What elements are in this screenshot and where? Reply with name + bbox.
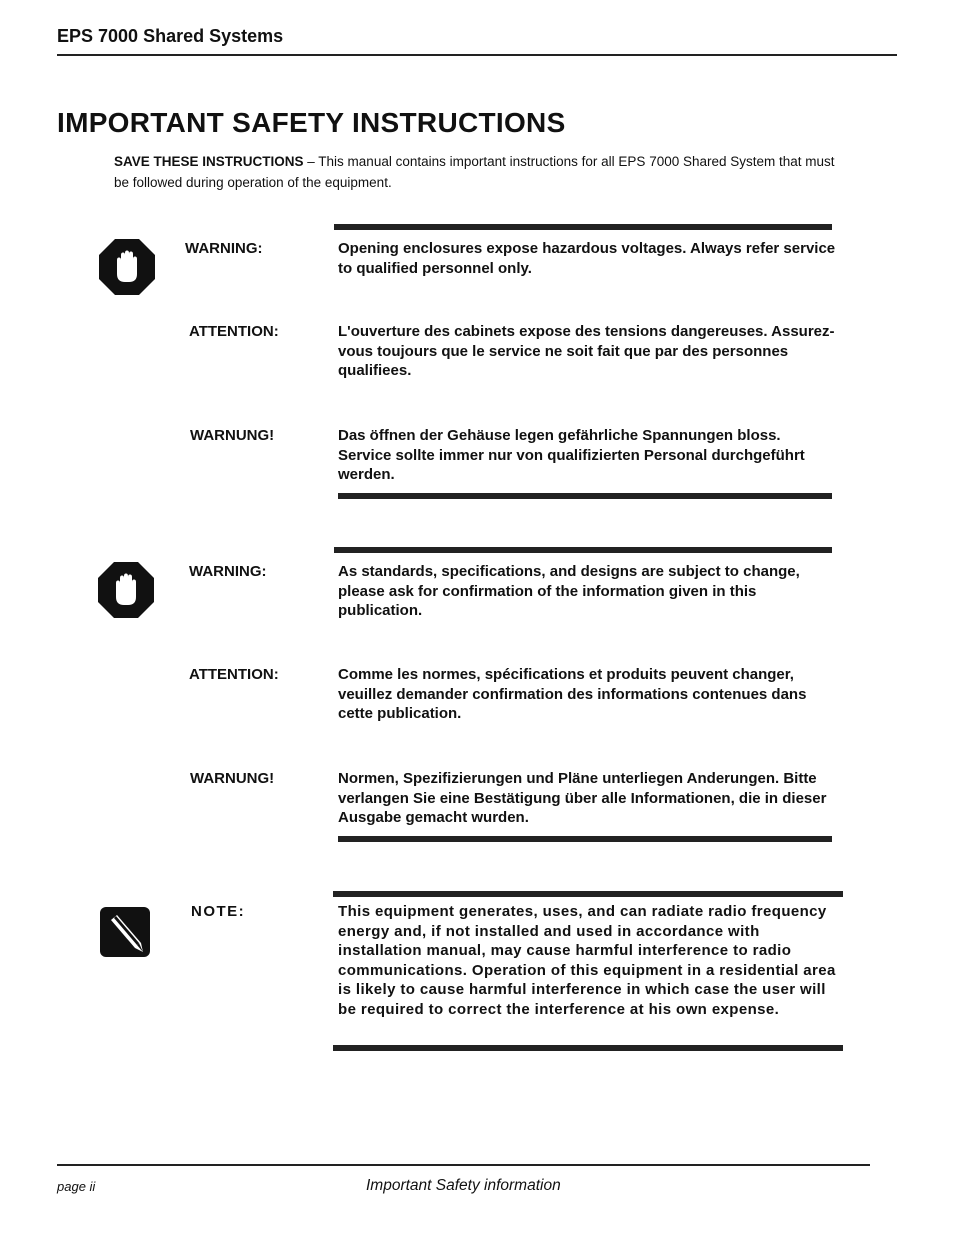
block2-attention-text: Comme les normes, spécifications et produits peuvent changer, veuillez demander confirmation des informations contenues dans cette publication. [338, 666, 807, 723]
note-top-rule [333, 891, 843, 897]
block1-attention-label: ATTENTION: [189, 323, 279, 340]
header-divider [57, 54, 897, 56]
block2-bottom-rule [338, 836, 832, 842]
header-title: EPS 7000 Shared Systems [57, 26, 284, 46]
page-number: page ii [57, 1179, 96, 1194]
block1-top-rule [334, 224, 832, 230]
pencil-note-icon [99, 906, 151, 958]
block1-bottom-rule [338, 493, 832, 499]
block2-top-rule [334, 547, 832, 553]
intro-text: – This manual contains important instructions for all EPS 7000 Shared System that must be followed during operation of the equipment. [114, 154, 835, 190]
note-label: NOTE: [191, 903, 246, 920]
block1-attention-text: L'ouverture des cabinets expose des tensions dangereuses. Assurez-vous toujours que le service ne soit fait que par des personnes qualifiees. [338, 323, 835, 380]
intro-paragraph [114, 152, 844, 193]
block2-attention-label: ATTENTION: [189, 666, 279, 683]
block1-warning-text: Opening enclosures expose hazardous voltages. Always refer service to qualified personnel only. [338, 240, 836, 277]
footer-divider [57, 1164, 870, 1166]
block1-warnung-text: Das öffnen der Gehäuse legen gefährliche Spannungen bloss. Service sollte immer nur von qualifizierten Personal durchgeführt werden. [338, 427, 805, 484]
block2-warning-label: WARNING: [189, 563, 267, 580]
stop-hand-icon [97, 561, 155, 619]
note-text: This equipment generates, uses, and can radiate radio frequency energy and, if not installed and used in accordance with installation manual, may cause harmful interference to radio communications. Operation of this equipment in a residential area is likely to cause harmful interference in which case the user will be required to correct the interference at his own expense. [338, 903, 836, 1018]
page-title: IMPORTANT SAFETY INSTRUCTIONS [57, 107, 566, 138]
intro-lead: SAVE THESE INSTRUCTIONS [114, 154, 304, 169]
block2-warning-text: As standards, specifications, and designs are subject to change, please ask for confirmation of the information given in this publication. [338, 563, 800, 620]
stop-hand-icon [98, 238, 156, 296]
note-bottom-rule [333, 1045, 843, 1051]
block1-warning-label: WARNING: [185, 240, 263, 257]
block1-warnung-label: WARNUNG! [190, 427, 275, 444]
block2-warnung-text: Normen, Spezifizierungen und Pläne unterliegen Anderungen. Bitte verlangen Sie eine Bestätigung über alle Informationen, die in dieser Ausgabe gemacht wurden. [338, 770, 827, 827]
footer-title: Important Safety information [366, 1177, 561, 1194]
block2-warnung-label: WARNUNG! [190, 770, 275, 787]
